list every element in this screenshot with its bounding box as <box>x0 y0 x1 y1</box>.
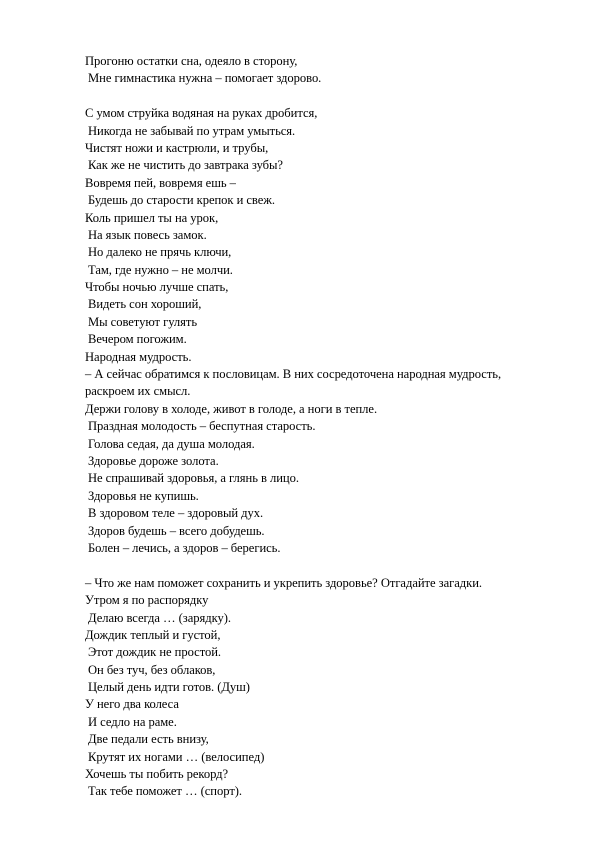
blank-line <box>85 88 565 105</box>
text-line: На язык повесь замок. <box>88 227 207 242</box>
text-line: Дождик теплый и густой, <box>85 627 221 642</box>
text-line: – А сейчас обратимся к пословицам. В них сосредоточена народная мудрость, <box>85 367 502 382</box>
text-line: Мы советуют гулять <box>88 314 198 329</box>
text-line: Хочешь ты побить рекорд? <box>85 767 229 782</box>
text-line: Не спрашивай здоровья, а глянь в лицо. <box>88 471 299 486</box>
document-text <box>85 53 565 801</box>
blank-line <box>85 557 565 574</box>
text-line: Так тебе поможет … (спорт). <box>88 784 243 799</box>
text-line: Этот дождик не простой. <box>88 645 222 660</box>
text-line: Мне гимнастика нужна – помогает здорово. <box>88 71 322 86</box>
text-line: Чистят ножи и кастрюли, и трубы, <box>85 140 269 155</box>
text-line: Видеть сон хороший, <box>88 297 202 312</box>
text-line: Голова седая, да душа молодая. <box>88 436 255 451</box>
text-line: Никогда не забывай по утрам умыться. <box>88 123 296 138</box>
text-line: С умом струйка водяная на руках дробится, <box>85 106 318 121</box>
text-line: Здоровье дороже золота. <box>88 453 219 468</box>
text-line: Коль пришел ты на урок, <box>85 210 219 225</box>
text-line: Он без туч, без облаков, <box>88 662 216 677</box>
text-line: Прогоню остатки сна, одеяло в сторону, <box>85 54 298 68</box>
text-line: Вечером погожим. <box>88 332 187 347</box>
text-line: Там, где нужно – не молчи. <box>88 262 233 277</box>
text-line: У него два колеса <box>85 697 179 712</box>
text-line: Болен – лечись, а здоров – берегись. <box>88 540 281 555</box>
text-line: В здоровом теле – здоровый дух. <box>88 506 264 521</box>
text-line: раскроем их смысл. <box>85 384 191 399</box>
text-line: Делаю всегда … (зарядку). <box>88 610 231 625</box>
text-line: Здоров будешь – всего добудешь. <box>88 523 265 538</box>
text-line: Вовремя пей, вовремя ешь – <box>85 175 236 190</box>
text-line: Крутят их ногами … (велосипед) <box>88 749 265 764</box>
text-line: Праздная молодость – беспутная старость. <box>88 419 316 434</box>
text-line: Чтобы ночью лучше спать, <box>85 280 229 295</box>
text-line: Держи голову в холоде, живот в голоде, а ноги в тепле. <box>85 401 378 416</box>
text-line: Как же не чистить до завтрака зубы? <box>88 158 283 173</box>
text-line: И седло на раме. <box>88 714 177 729</box>
text-line: Целый день идти готов. (Душ) <box>88 680 250 695</box>
text-line: Но далеко не прячь ключи, <box>88 245 232 260</box>
text-line: Утром я по распорядку <box>85 593 209 608</box>
text-line: Здоровья не купишь. <box>88 488 199 503</box>
text-line: Будешь до старости крепок и свеж. <box>88 193 276 208</box>
text-line: Народная мудрость. <box>85 349 192 364</box>
text-line: Две педали есть внизу, <box>88 732 209 747</box>
text-line: – Что же нам поможет сохранить и укрепить здоровье? Отгадайте загадки. <box>85 575 482 590</box>
